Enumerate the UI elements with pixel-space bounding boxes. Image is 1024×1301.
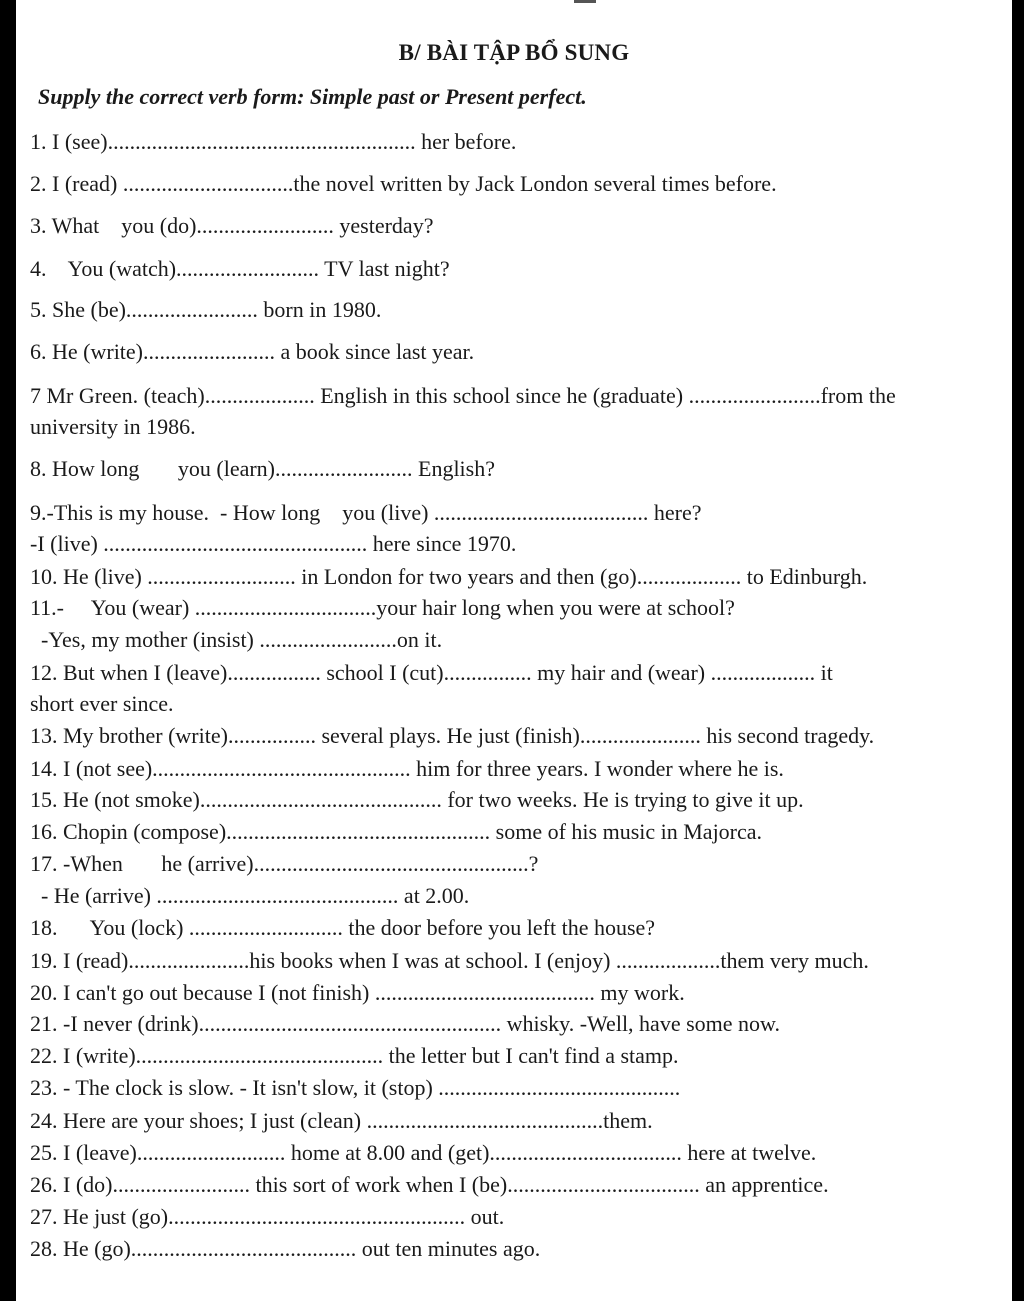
exercise-line: 8. How long you (learn)......................... English? — [30, 456, 495, 481]
top-edge-mark — [574, 0, 596, 3]
exercise-line: 13. My brother (write)................ several plays. He just (finish)...................... his second tragedy. — [30, 723, 875, 748]
exercise-line: 22. I (write)............................................. the letter but I can't find a stamp. — [30, 1043, 679, 1068]
exercise-line: 14. I (not see)............................................... him for three years. I wonder where he is. — [30, 756, 784, 781]
exercise-line: 28. He (go)......................................... out ten minutes ago. — [30, 1236, 541, 1261]
instruction-text: Supply the correct verb form: Simple past or Present perfect. — [38, 84, 587, 109]
exercise-line: 4. You (watch).......................... TV last night? — [30, 256, 450, 281]
exercise-line: 27. He just (go)...................................................... out. — [30, 1204, 505, 1229]
exercise-line: 19. I (read)......................his books when I was at school. I (enjoy) ...................them very much. — [30, 948, 869, 973]
exercise-line: 24. Here are your shoes; I just (clean) ...........................................them. — [30, 1108, 653, 1133]
exercise-line: -I (live) ................................................ here since 1970. — [30, 531, 517, 556]
exercise-line: 9.-This is my house. - How long you (live) ....................................... here? — [30, 500, 702, 525]
exercise-line: 16. Chopin (compose)................................................ some of his music in Majorca. — [30, 819, 763, 844]
exercise-line: -Yes, my mother (insist) .........................on it. — [30, 627, 443, 652]
exercise-line: 20. I can't go out because I (not finish) ........................................ my work. — [30, 980, 685, 1005]
exercise-line: - He (arrive) ............................................ at 2.00. — [30, 883, 470, 908]
exercise-line: 7 Mr Green. (teach).................... English in this school since he (graduate) ........................from the — [30, 383, 896, 408]
exercise-line: 12. But when I (leave)................. school I (cut)................ my hair and (wear) ................... it — [30, 660, 833, 685]
exercise-line: 11.- You (wear) .................................your hair long when you were at school? — [30, 595, 735, 620]
exercise-line: 17. -When he (arrive)..................................................? — [30, 851, 539, 876]
exercise-line: 1. I (see)........................................................ her before. — [30, 129, 517, 154]
worksheet-page — [16, 0, 1012, 1301]
worksheet-title: B/ BÀI TẬP BỔ SUNG — [398, 40, 630, 65]
exercise-line: 2. I (read) ...............................the novel written by Jack London several times before. — [30, 171, 777, 196]
exercise-line: short ever since. — [30, 691, 174, 716]
exercise-line: 5. She (be)........................ born in 1980. — [30, 297, 382, 322]
exercise-line: university in 1986. — [30, 414, 196, 439]
exercise-line: 10. He (live) ........................... in London for two years and then (go)................... to Edinburgh. — [30, 564, 868, 589]
exercise-line: 6. He (write)........................ a book since last year. — [30, 339, 475, 364]
exercise-line: 3. What you (do)......................... yesterday? — [30, 213, 434, 238]
exercise-line: 18. You (lock) ............................ the door before you left the house? — [30, 915, 656, 940]
exercise-line: 25. I (leave)........................... home at 8.00 and (get)................................... here at twelve. — [30, 1140, 817, 1165]
exercise-line: 15. He (not smoke)............................................ for two weeks. He is trying to give it up. — [30, 787, 804, 812]
exercise-line: 21. -I never (drink)....................................................... whisky. -Well, have some now. — [30, 1011, 780, 1036]
exercise-line: 23. - The clock is slow. - It isn't slow, it (stop) ............................................ — [30, 1075, 681, 1100]
exercise-line: 26. I (do)......................... this sort of work when I (be)................................... an apprentice. — [30, 1172, 829, 1197]
